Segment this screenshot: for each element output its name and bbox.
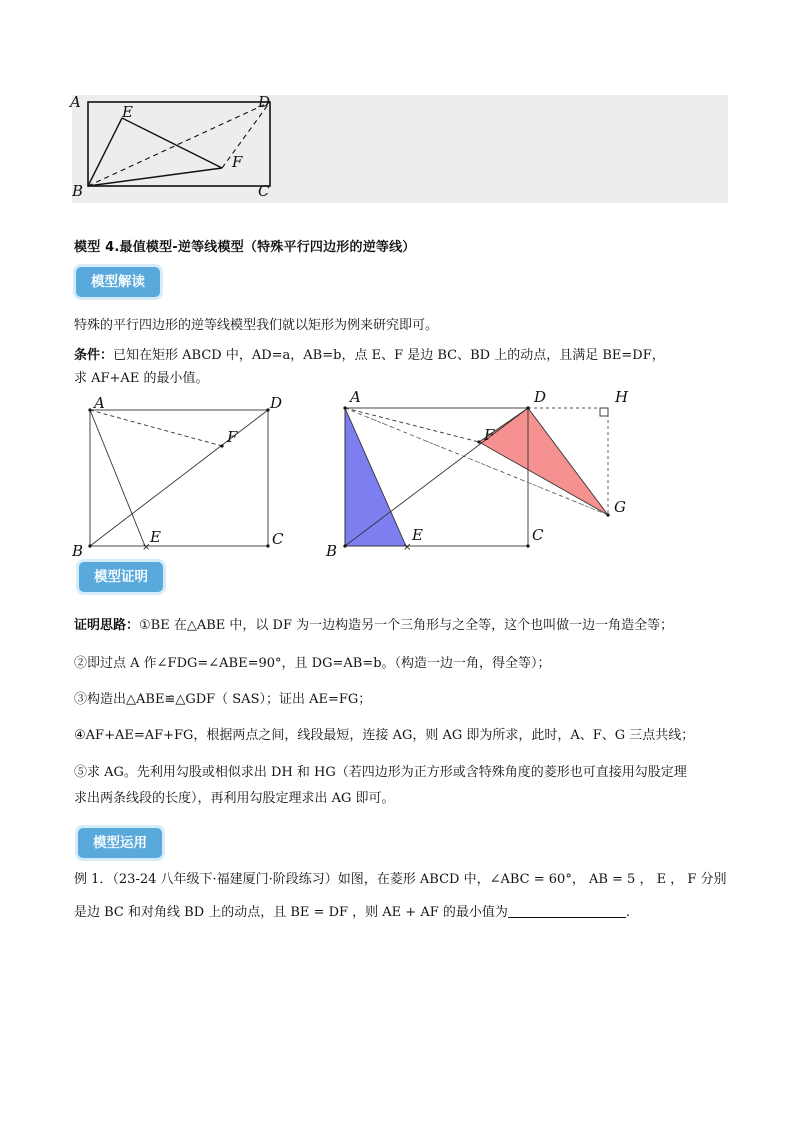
tag-model-interpretation: 模型解读 [76,267,160,297]
tag-model-application: 模型运用 [78,828,162,858]
example-line-2-end: . [625,905,631,920]
example-line-2 [74,903,630,923]
fig3-label-f: F [484,426,495,444]
svg-text:×: × [142,542,151,553]
fig2-label-e: E [150,528,161,546]
condition-line-1 [74,346,665,366]
fig3-label-d: D [534,388,547,406]
triangle-gdf [479,408,608,515]
proof-label: 证明思路： [74,618,140,633]
fig3-label-e: E [412,526,423,544]
fig3-label-b: B [326,542,338,560]
proof-step-1-text: ①BE 在△ABE 中，以 DF 为一边构造另一个三角形与之全等，这个也叫做一边一角造全等； [139,618,674,633]
fig3-label-c: C [532,526,544,544]
condition-label: 条件： [74,348,114,363]
fig1-label-e: E [122,103,133,121]
proof-step-3: ③构造出△ABE≌△GDF（ SAS）；证出 AE=FG； [74,692,372,707]
proof-step-5b: 求出两条线段的长度），再利用勾股定理求出 AG 即可。 [74,791,395,806]
fig1-label-f: F [232,153,243,171]
intro-text: 特殊的平行四边形的逆等线模型我们就以矩形为例来研究即可。 [74,318,439,333]
fig2-label-a: A [94,394,105,412]
fig2-label-f: F [227,428,238,446]
condition-line-2: 求 AF+AE 的最小值。 [74,371,209,386]
fig1-label-d: D [258,93,271,111]
rectangle-figure-1 [60,88,290,203]
triangle-abe [345,408,406,546]
proof-step-2: ②即过点 A 作∠FDG=∠ABE=90°，且 DG=AB=b。（构造一边一角，得全等）； [74,656,551,671]
tag-model-proof: 模型证明 [79,562,163,592]
proof-step-5a: ⑤求 AG。先利用勾股或相似求出 DH 和 HG（若四边形为正方形或含特殊角度的菱形也可直接用勾股定理 [74,765,687,780]
fig2-label-c: C [272,530,284,548]
fig1-label-a: A [70,93,81,111]
fig2-label-b: B [72,542,84,560]
section-title: 模型 4.最值模型-逆等线模型（特殊平行四边形的逆等线） [74,240,416,255]
fig2-label-d: D [270,394,283,412]
condition-text-1: 已知在矩形 ABCD 中，AD=a，AB=b，点 E、F 是边 BC、BD 上的动点，且满足 BE=DF， [113,348,665,363]
answer-blank[interactable] [508,904,626,918]
fig1-label-b: B [72,182,84,200]
svg-text:×: × [403,542,412,553]
fig3-label-a: A [350,388,361,406]
example-line-2-text: 是边 BC 和对角线 BD 上的动点，且 BE = DF ，则 AE + AF 的最小值为 [74,905,508,920]
rectangle-figure-2 [60,390,300,560]
example-line-1: 例 1．（23-24 八年级下·福建厦门·阶段练习）如图，在菱形 ABCD 中，∠ABC = 60°， AB = 5 ， E ， F 分别 [74,872,727,887]
proof-step-1 [74,616,673,636]
construction-figure [318,380,638,560]
fig1-label-c: C [258,182,270,200]
fig3-label-g: G [614,498,626,516]
fig3-label-h: H [615,388,629,406]
proof-step-4: ④AF+AE=AF+FG，根据两点之间，线段最短，连接 AG，则 AG 即为所求，此时，A、F、G 三点共线； [74,728,695,743]
